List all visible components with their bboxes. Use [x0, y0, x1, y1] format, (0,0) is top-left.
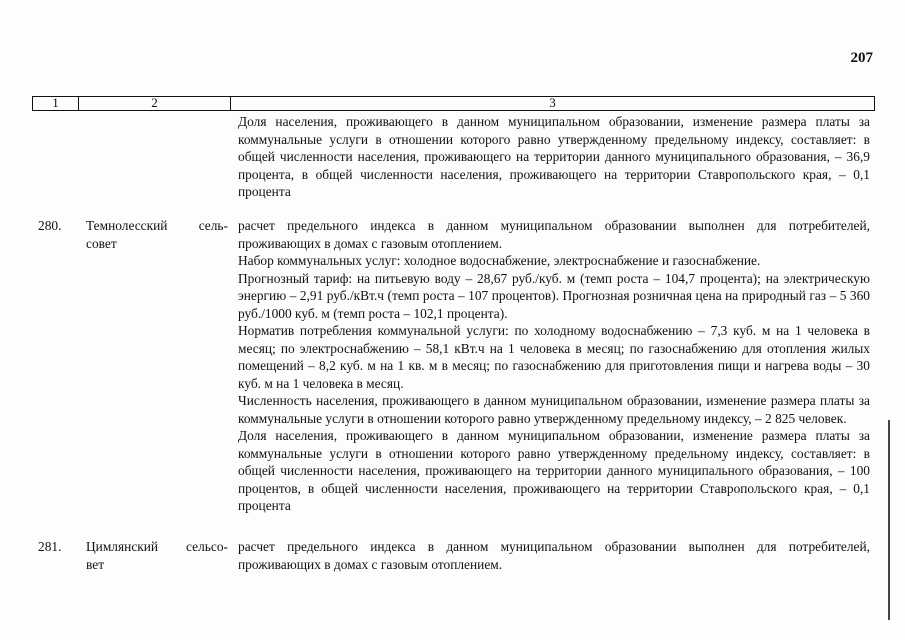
paragraph: расчет предельного индекса в данном муниципальном образовании выполнен для потребителей, проживающих в домах с газовым отоплением.	[238, 539, 870, 572]
paragraph: Численность населения, проживающего в данном муниципальном образовании, изменение размера платы за коммунальные услуги в отношении которого равно утвержденному предельному индексу, – 2 825 человек.	[238, 393, 870, 426]
entry-name-line: Темнолесский сель-	[86, 218, 228, 233]
page-number: 207	[850, 50, 873, 66]
entry-name-line: вет	[86, 556, 105, 572]
entry-number: 281.	[38, 539, 62, 554]
entry-text	[238, 538, 870, 573]
paragraph: Доля населения, проживающего в данном муниципальном образовании, изменение размера платы за коммунальные услуги в отношении которого равно утвержденному предельному индексу, составляет: в общей численности населения, проживающего на территории данного муниципального образования, – 100 процентов, в общей численности населения, проживающего на территории Ставропольского края, – 0,1 процента	[238, 428, 870, 513]
paragraph: Прогнозный тариф: на питьевую воду – 28,67 руб./куб. м (темп роста – 104,7 процента); на электрическую энергию – 2,91 руб./кВт.ч (темп роста – 107 процентов). Прогнозная розничная цена на природный газ – 5 360 руб./1000 куб. м (темп роста – 102,1 процента).	[238, 270, 870, 321]
header-col-3: 3	[549, 95, 556, 110]
entry-name-line: совет	[86, 235, 117, 251]
paragraph: расчет предельного индекса в данном муниципальном образовании выполнен для потребителей, проживающих в домах с газовым отоплением.	[238, 218, 870, 251]
paragraph: Норматив потребления коммунальной услуги: по холодному водоснабжению – 7,3 куб. м на 1 человека в месяц; по электроснабжению – 58,1 кВт.ч на 1 человека в месяц; по газоснабжению для отопления жилых помещений – 8,2 куб. м на 1 кв. м в месяц; по газоснабжению для приготовления пищи и нагрева воды – 30 куб. м на 1 человека в месяц.	[238, 323, 870, 391]
header-col-1: 1	[33, 97, 79, 110]
entry-name-line: Цимлянский сельсо-	[86, 539, 228, 554]
entry-name	[86, 538, 228, 573]
scan-margin-line	[888, 420, 890, 620]
continuation-text	[238, 113, 870, 201]
table-header-row	[32, 96, 875, 111]
entry-number: 280.	[38, 218, 62, 233]
entry-name	[86, 217, 228, 252]
entry-text	[238, 217, 870, 515]
paragraph: Доля населения, проживающего в данном муниципальном образовании, изменение размера платы за коммунальные услуги в отношении которого равно утвержденному предельному индексу, составляет: в общей численности населения, проживающего на территории данного муниципального образования, – 36,9 процента, в общей численности населения, проживающего на территории Ставропольского края, – 0,1 процента	[238, 114, 870, 199]
header-col-2: 2	[79, 97, 231, 110]
paragraph: Набор коммунальных услуг: холодное водоснабжение, электроснабжение и газоснабжение.	[238, 253, 761, 268]
